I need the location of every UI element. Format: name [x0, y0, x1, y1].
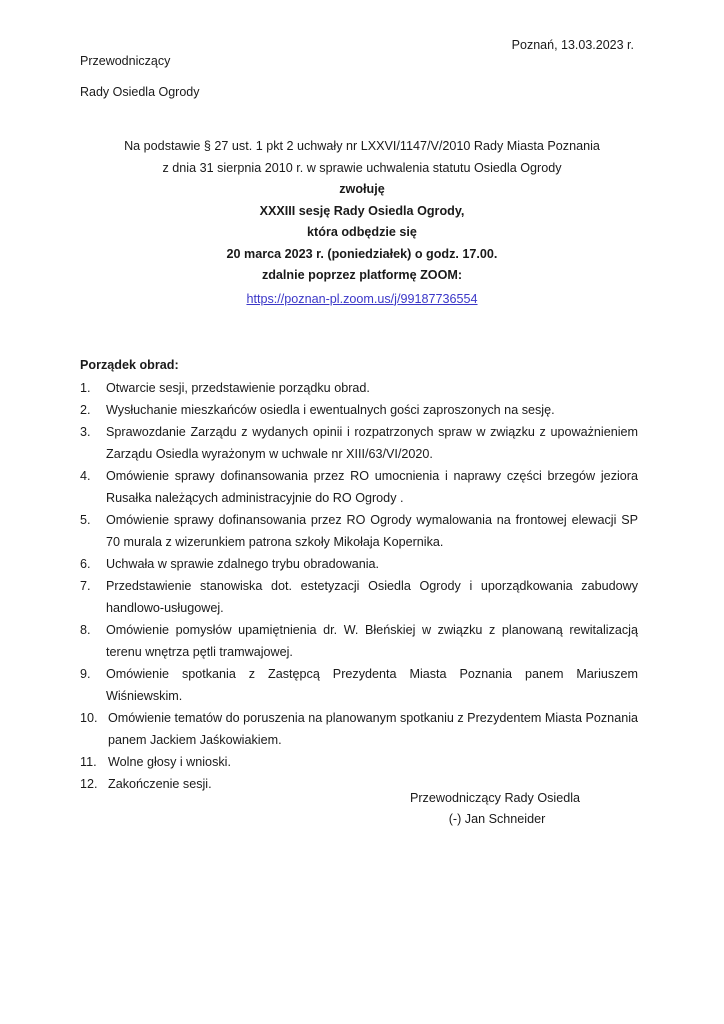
agenda-item-text: Zakończenie sesji. [108, 777, 212, 791]
session-platform-label: zdalnie poprzez platformę ZOOM: [261, 268, 463, 282]
agenda-item-text: Wysłuchanie mieszkańców osiedla i ewentualnych gości zaproszonych na sesję. [106, 403, 555, 417]
legal-basis-line-2: z dnia 31 sierpnia 2010 r. w sprawie uchwalenia statutu Osiedla Ogrody [162, 160, 562, 175]
place-and-date: Poznań, 13.03.2023 r. [511, 38, 634, 52]
agenda-item-number: 4. [80, 469, 91, 483]
agenda-item-text: Omówienie tematów do poruszenia na planowanym spotkaniu z Prezydentem Miasta Poznania panem Jackiem Jaśkowiakiem. [108, 711, 638, 747]
agenda-item-text: Omówienie sprawy dofinansowania przez RO Ogrody wymalowania na frontowej elewacji SP 70 murala z wizerunkiem patrona szkoły Mikołaja Kopernika. [106, 513, 638, 549]
agenda-item [80, 751, 638, 773]
agenda-section [80, 354, 638, 795]
agenda-item-text: Wolne głosy i wnioski. [108, 755, 231, 769]
agenda-item-text: Przedstawienie stanowiska dot. estetyzacji Osiedla Ogrody i uporządkowania zabudowy handlowo-usługowej. [106, 579, 638, 615]
agenda-item-text: Omówienie pomysłów upamiętnienia dr. W. Błeńskiej w związku z planowaną rewitalizacją terenu wnętrza pętli tramwajowej. [106, 623, 638, 659]
agenda-item-number: 5. [80, 513, 91, 527]
agenda-item [80, 707, 638, 751]
signature-role: Przewodniczący Rady Osiedla [409, 791, 581, 805]
agenda-item-number: 2. [80, 403, 91, 417]
agenda-item-number: 3. [80, 425, 91, 439]
session-title: XXXIII sesję Rady Osiedla Ogrody, [259, 203, 465, 218]
agenda-item [80, 575, 638, 619]
agenda-item-text: Omówienie spotkania z Zastępcą Prezydenta Miasta Poznania panem Mariuszem Wiśniewskim. [106, 667, 638, 703]
agenda-item-number: 12. [80, 777, 98, 791]
document-header [80, 38, 640, 116]
convocation-block [62, 136, 662, 310]
agenda-item-text: Otwarcie sesji, przedstawienie porządku obrad. [106, 381, 370, 395]
agenda-item [80, 663, 638, 707]
agenda-item [80, 399, 638, 421]
agenda-item-number: 9. [80, 667, 91, 681]
agenda-item-number: 11. [80, 755, 97, 769]
agenda-item-text: Sprawozdanie Zarządu z wydanych opinii i rozpatrzonych spraw w związku z upoważnieniem Zarządu Osiedla wyrażonym w uchwale nr XIII/63/VI/2020. [106, 425, 638, 461]
agenda-item-text: Omówienie sprawy dofinansowania przez RO umocnienia i naprawy części brzegów jeziora Rusałka należących administracyjnie do RO Ogrody . [106, 469, 638, 505]
agenda-item [80, 465, 638, 509]
agenda-item [80, 553, 638, 575]
session-datetime: 20 marca 2023 r. (poniedziałek) o godz. 17.00. [226, 246, 498, 261]
sender-block [80, 38, 200, 116]
signature-name: (-) Jan Schneider [448, 812, 546, 826]
agenda-title: Porządek obrad: [80, 358, 179, 372]
agenda-item [80, 421, 638, 465]
agenda-list [80, 377, 638, 795]
agenda-item-number: 10. [80, 711, 98, 725]
agenda-item [80, 377, 638, 399]
agenda-item [80, 619, 638, 663]
agenda-item-number: 7. [80, 579, 91, 593]
legal-basis-line-1: Na podstawie § 27 ust. 1 pkt 2 uchwały nr LXXVI/1147/V/2010 Rady Miasta Poznania [124, 139, 600, 153]
agenda-item-number: 8. [80, 623, 91, 637]
sender-line-1: Przewodniczący [80, 53, 171, 68]
zoom-link-wrapper [62, 288, 662, 311]
zoom-meeting-link[interactable]: https://poznan-pl.zoom.us/j/99187736554 [246, 291, 478, 306]
agenda-item-number: 6. [80, 557, 91, 571]
agenda-item [80, 509, 638, 553]
sender-line-2: Rady Osiedla Ogrody [80, 84, 200, 99]
agenda-item-number: 1. [80, 381, 91, 395]
agenda-item-text: Uchwała w sprawie zdalnego trybu obradowania. [106, 557, 380, 571]
signature-block [330, 788, 660, 830]
session-when-label: która odbędzie się [307, 225, 417, 239]
convene-verb: zwołuję [339, 182, 385, 196]
